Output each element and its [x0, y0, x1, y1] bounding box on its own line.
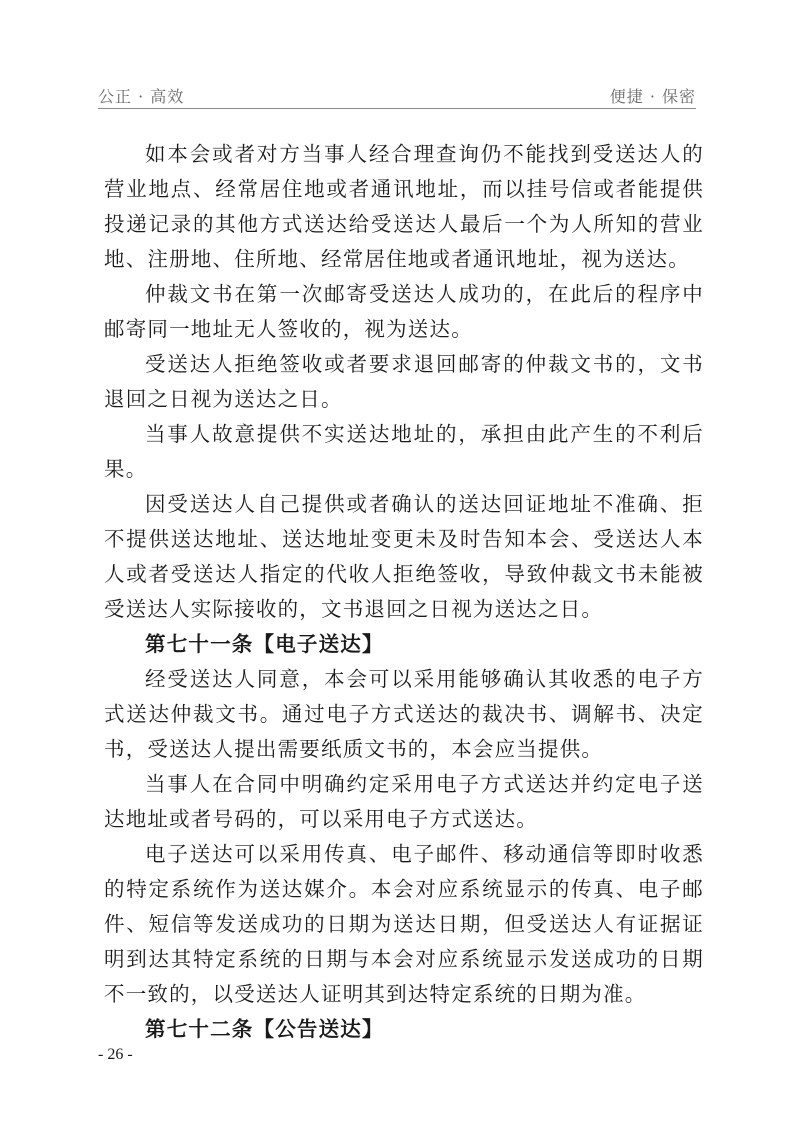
header-right-motto: 便捷 · 保密 [609, 87, 696, 106]
page-header [98, 78, 696, 109]
article-71-paragraph-contract: 当事人在合同中明确约定采用电子方式送达并约定电子送达地址或者号码的，可以采用电子方式送达。 [104, 772, 704, 831]
article-71-paragraph-media: 电子送达可以采用传真、电子邮件、移动通信等即时收悉的特定系统作为送达媒介。本会对应系统显示的传真、电子邮件、短信等发送成功的日期为送达日期，但受送达人有证据证明到达其特定系统的日期与本会对应系统显示发送成功的日期不一致的，以受送达人证明其到达特定系统的日期为准。 [104, 842, 704, 1006]
article-71-paragraph-consent: 经受送达人同意，本会可以采用能够确认其收悉的电子方式送达仲裁文书。通过电子方式送达的裁决书、调解书、决定书，受送达人提出需要纸质文书的，本会应当提供。 [104, 667, 704, 761]
paragraph-first-mail-success: 仲裁文书在第一次邮寄受送达人成功的，在此后的程序中邮寄同一地址无人签收的，视为送达。 [104, 282, 704, 341]
paragraph-inaccurate-address: 因受送达人自己提供或者确认的送达回证地址不准确、拒不提供送达地址、送达地址变更未及时告知本会、受送达人本人或者受送达人指定的代收人拒绝签收，导致仲裁文书未能被受送达人实际接收的，文书退回之日视为送达之日。 [104, 492, 704, 621]
page-number: - 26 - [98, 1046, 133, 1063]
paragraph-refusal-to-sign: 受送达人拒绝签收或者要求退回邮寄的仲裁文书的，文书退回之日视为送达之日。 [104, 352, 704, 411]
header-left-motto: 公正 · 高效 [98, 87, 185, 106]
document-body [104, 137, 704, 1047]
article-72-heading: 第七十二条【公告送达】 [145, 1017, 384, 1041]
article-71-heading: 第七十一条【电子送达】 [145, 632, 384, 656]
paragraph-false-address: 当事人故意提供不实送达地址的，承担由此产生的不利后果。 [104, 422, 704, 481]
paragraph-unreachable-address: 如本会或者对方当事人经合理查询仍不能找到受送达人的营业地点、经常居住地或者通讯地址，而以挂号信或者能提供投递记录的其他方式送达给受送达人最后一个为人所知的营业地、注册地、住所地、经常居住地或者通讯地址，视为送达。 [104, 142, 704, 271]
